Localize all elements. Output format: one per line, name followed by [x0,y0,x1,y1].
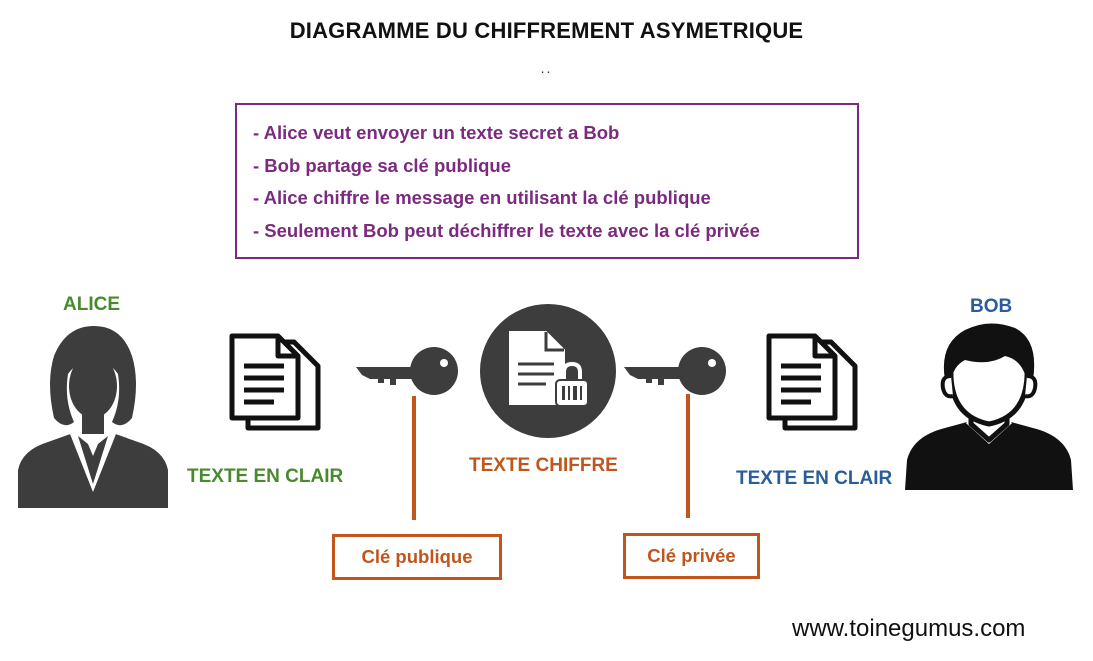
alice-name: ALICE [63,294,120,315]
subtitle-dots: .. [540,60,553,76]
woman-avatar-icon [18,322,168,508]
ciphertext-label: TEXTE CHIFFRE [469,455,618,476]
public-key-label: Clé publique [361,546,473,567]
step-item: - Bob partage sa clé publique [253,154,512,176]
bob-name: BOB [970,296,1013,317]
private-key-connector [686,394,690,518]
documents-icon [228,332,324,432]
step-item: - Alice veut envoyer un texte secret a Bob [253,122,620,143]
bob-plaintext-label: TEXTE EN CLAIR [736,468,893,489]
alice-plaintext-label: TEXTE EN CLAIR [187,466,344,487]
private-key-box [623,533,760,579]
diagram-title: DIAGRAMME DU CHIFFREMENT ASYMETRIQUE [289,18,804,43]
step-item: - Alice chiffre le message en utilisant la clé publique [253,187,711,208]
public-key-connector [412,396,416,520]
man-avatar-icon [905,320,1073,490]
private-key-label: Clé privée [647,545,736,566]
locked-document-icon [480,304,616,438]
step-item: - Seulement Bob peut déchiffrer le texte avec la clé privée [253,219,760,241]
steps-box [235,103,859,259]
documents-icon [765,332,861,432]
public-key-box [332,534,502,580]
key-icon [356,345,458,401]
key-icon [624,345,726,401]
website-url: www.toinegumus.com [792,615,1026,642]
